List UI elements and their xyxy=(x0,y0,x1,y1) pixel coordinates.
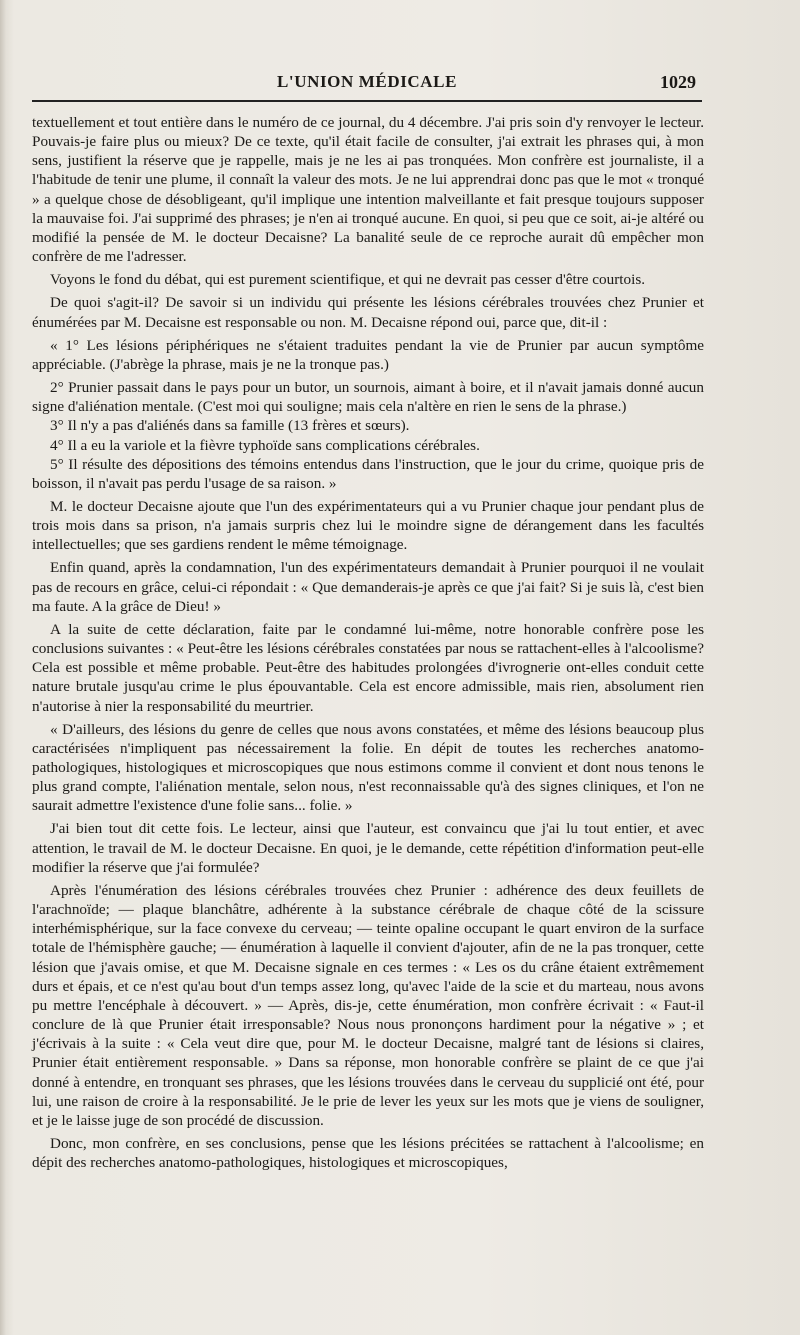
paragraph: Après l'énumération des lésions cérébrales trouvées chez Prunier : adhérence des deux feuillets de l'arachnoïde; — plaque blanchâtre, adhérente à la substance cérébrale de chaque côté de la scissure interhémisphérique, sur la face convexe du cerveau; — teinte opaline occupant le quart environ de la surface totale de l'hémisphère gauche; — énumération à laquelle il convient d'ajouter, afin de ne la pas tronquer, cette lésion que j'avais omise, et que M. Decaisne signale en ces termes : « Les os du crâne étaient extrêmement durs et épais, et ce n'est qu'au bout d'un temps assez long, qu'avec l'aide de la scie et du marteau, nous avons pu mettre l'encéphale à découvert. » — Après, dis-je, cette énumération, mon confrère écrivait : « Faut-il conclure de là que Prunier était irresponsable? Nous nous prononçons hardiment pour la négative » ; et j'écrivais à la suite : « Cela veut dire que, pour M. le docteur Decaisne, malgré tant de lésions si claires, Prunier était entièrement responsable. » Dans sa réponse, mon honorable confrère se plaint de ce que j'ai donné à entendre, en tronquant ses phrases, que les lésions trouvées dans le cerveau du supplicié ont été, pour lui, une raison de croire à la responsabilité. Je le prie de lever les yeux sur les mots que je viens de souligner, et je le laisse juge de son procédé de discussion. xyxy=(32,881,704,1129)
page-spine-shadow xyxy=(0,0,6,1335)
paragraph: A la suite de cette déclaration, faite par le condamné lui-même, notre honorable confrère pose les conclusions suivantes : « Peut-être les lésions cérébrales constatées par nous se rattachent-elles à l'alcoolisme? Cela est possible et même probable. Peut-être des habitudes prolongées d'ivrognerie ont-elles conduit cette nature brutale jusqu'au crime le plus épouvantable. Cela est encore admissible, mais rien, absolument rien n'autorise à nier la responsabilité du meurtrier. xyxy=(32,620,704,715)
paragraph: 2° Prunier passait dans le pays pour un butor, un sournois, aimant à boire, et il n'avait jamais donné aucun signe d'aliénation mentale. (C'est moi qui souligne; mais cela n'altère en rien le sens de la phrase.) xyxy=(32,379,704,416)
header-rule xyxy=(32,100,702,102)
paragraph: 3° Il n'y a pas d'aliénés dans sa famille (13 frères et sœurs). xyxy=(50,417,410,435)
paragraph: M. le docteur Decaisne ajoute que l'un des expérimentateurs qui a vu Prunier chaque jour pendant plus de trois mois dans sa prison, n'a jamais surpris chez lui le moindre signe de dérangement dans les facultés intellectuelles; que ses gardiens rendent le même témoignage. xyxy=(32,497,704,554)
paragraph: « D'ailleurs, des lésions du genre de celles que nous avons constatées, et même des lésions beaucoup plus caractérisées n'impliquent pas nécessairement la folie. En dépit de toutes les recherches anatomo-pathologiques, histologiques et microscopiques que nous estimons comme il convient et dont nous tenons le plus grand compte, l'aliénation mentale, selon nous, n'est reconnaissable qu'à des signes cliniques, et l'on ne saurait admettre l'existence d'une folie sans... folie. » xyxy=(32,720,704,815)
paragraph: textuellement et tout entière dans le numéro de ce journal, du 4 décembre. J'ai pris soin d'y renvoyer le lecteur. Pouvais-je faire plus ou mieux? De ce texte, qu'il était facile de consulter, j'ai extrait les phrases qui, à mon sens, justifient la réserve que je rappelle, mais je ne les ai pas tronquées. Mon confrère est journaliste, il a l'habitude de tenir une plume, il connaît la valeur des mots. Je ne lui apprendrai donc pas que le mot « tronqué » a quelque chose de désobligeant, qu'il implique une intention malveillante et fait presque toujours supposer la mauvaise foi. J'ai supprimé des phrases; je n'en ai tronqué aucune. En quoi, si peu que ce soit, ai-je altéré ou modifié la pensée de M. le docteur Decaisne? La banalité seule de ce reproche aurait dû empêcher mon confrère de me l'adresser. xyxy=(32,114,704,266)
paragraph: Enfin quand, après la condamnation, l'un des expérimentateurs demandait à Prunier pourquoi il ne voulait pas de recours en grâce, celui-ci répondait : « Que demanderais-je après ce que j'ai fait? Si je suis là, c'est bien ma faute. A la grâce de Dieu! » xyxy=(32,559,704,615)
paragraph: 5° Il résulte des dépositions des témoins entendus dans l'instruction, que le jour du crime, quoique pris de boisson, il n'avait pas perdu l'usage de sa raison. » xyxy=(32,455,704,492)
paragraph: Donc, mon confrère, en ses conclusions, pense que les lésions précitées se rattachent à l'alcoolisme; en dépit des recherches anatomo-pathologiques, histologiques et microscopiques, xyxy=(32,1134,704,1172)
paragraph: Voyons le fond du débat, qui est purement scientifique, et qui ne devrait pas cesser d'être courtois. xyxy=(50,271,646,289)
paragraph: J'ai bien tout dit cette fois. Le lecteur, ainsi que l'auteur, est convaincu que j'ai lu tout entier, et avec attention, le travail de M. le docteur Decaisne. En quoi, je le demande, cette répétition d'information peut-elle modifier la réserve que j'ai formulée? xyxy=(32,820,704,876)
paragraph: De quoi s'agit-il? De savoir si un individu qui présente les lésions cérébrales trouvées chez Prunier et énumérées par M. Decaisne est responsable ou non. M. Decaisne répond oui, parce que, dit-il : xyxy=(32,294,704,331)
running-title: L'UNION MÉDICALE xyxy=(276,72,458,91)
paragraph: 4° Il a eu la variole et la fièvre typhoïde sans complications cérébrales. xyxy=(50,436,480,454)
page-number: 1029 xyxy=(660,72,696,92)
page-header xyxy=(32,62,702,106)
paragraph: « 1° Les lésions périphériques ne s'étaient traduites pendant la vie de Prunier par aucun symptôme appréciable. (J'abrège la phrase, mais je ne la tronque pas.) xyxy=(32,336,704,373)
article-body xyxy=(32,113,704,1172)
